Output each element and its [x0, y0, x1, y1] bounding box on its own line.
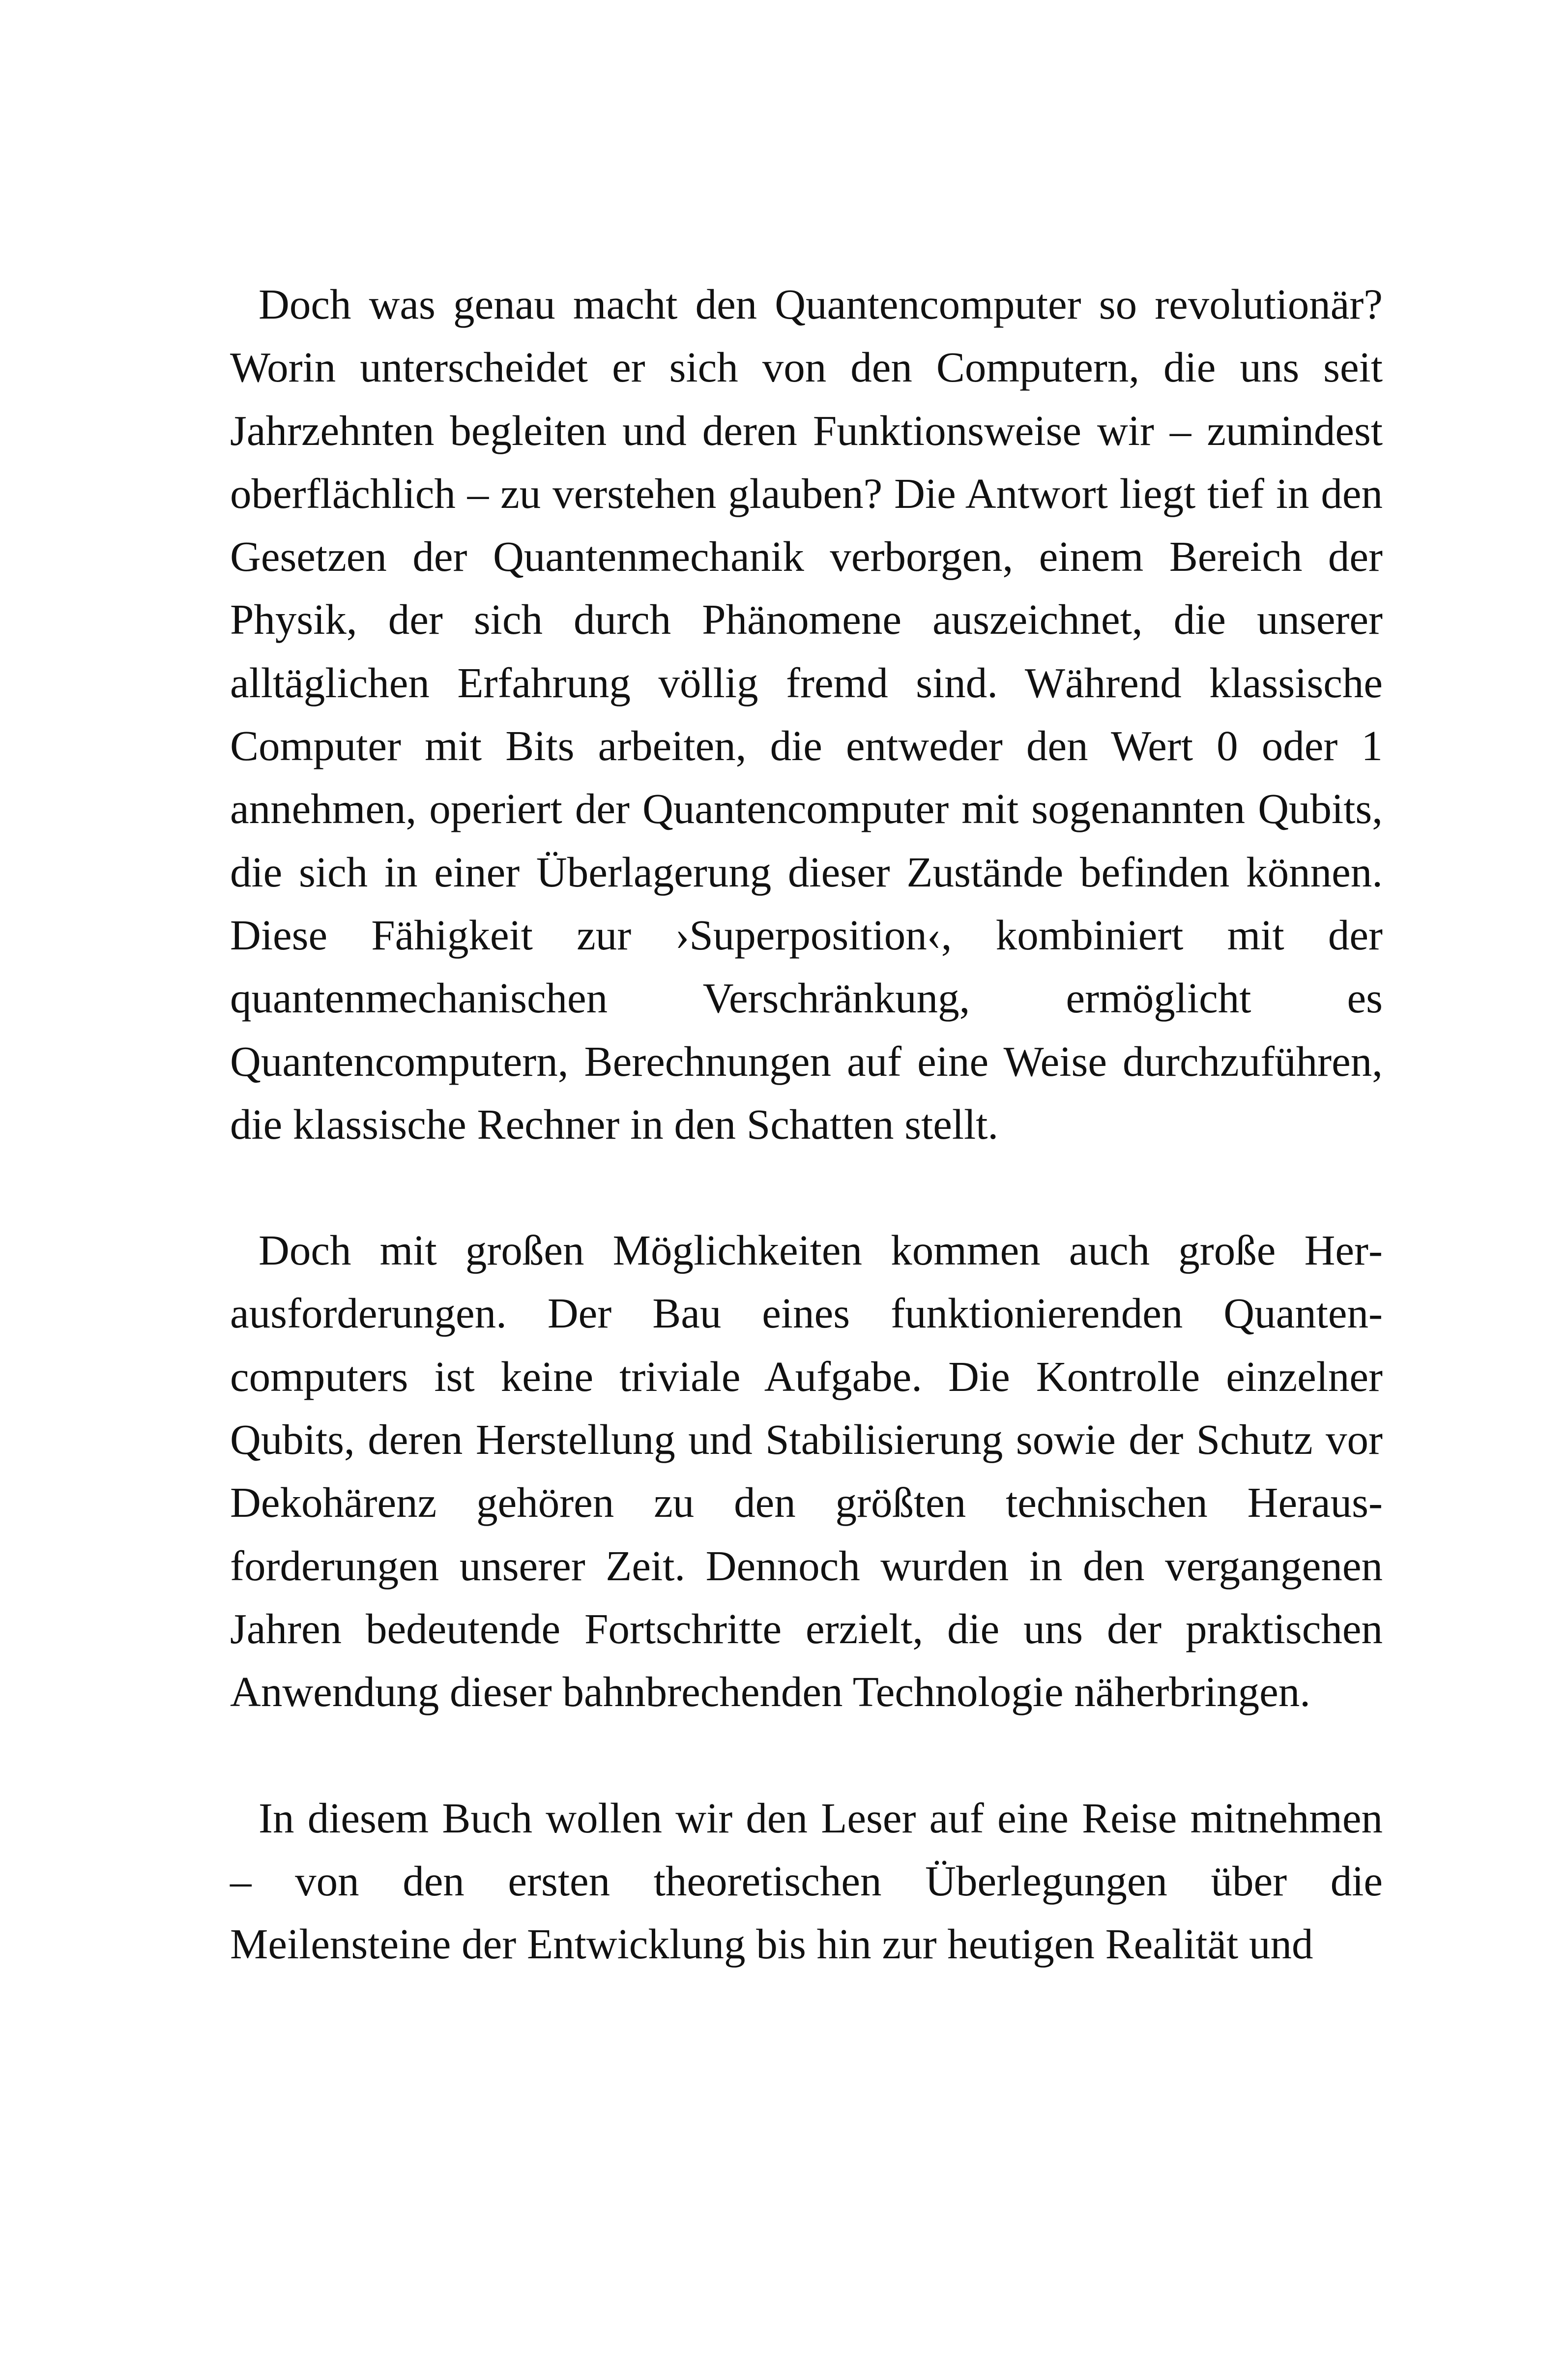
- paragraph-3: In diesem Buch wollen wir den Leser auf eine Reise mitnehmen – von den ersten theoretischen Überlegungen über die Meilensteine der Entwicklung bis hin zur heutigen Realität und: [230, 1794, 1383, 1968]
- body-text: [230, 273, 1383, 1976]
- paragraph-2: Doch mit großen Möglichkeiten kommen auch große Herausforderungen. Der Bau eines funktionierenden Quantencomputers ist keine triviale Aufgabe. Die Kontrolle einzelner Qubits, deren Herstellung und Stabilisierung sowie der Schutz vor Dekohärenz gehören zu den größten technischen Herausforderungen unserer Zeit. Dennoch wurden in den vergangenen Jahren bedeutende Fortschritte erzielt, die uns der praktischen Anwendung dieser bahnbrechenden Technologie näherbringen.: [230, 1226, 1383, 1716]
- paragraph-1: Doch was genau macht den Quantencomputer so revolutionär? Worin unterscheidet er sich von den Computern, die uns seit Jahrzehnten begleiten und deren Funktionsweise wir – zumindest oberflächlich – zu verstehen glauben? Die Antwort liegt tief in den Gesetzen der Quantenmechanik verborgen, einem Bereich der Physik, der sich durch Phänomene auszeichnet, die unserer alltäglichen Erfahrung völlig fremd sind. Während klassische Computer mit Bits arbeiten, die entweder den Wert 0 oder 1 annehmen, operiert der Quantencomputer mit sogenannten Qubits, die sich in einer Überlagerung dieser Zustände befinden können. Diese Fähigkeit zur ›Superposition‹, kombiniert mit der quantenmechanischen Verschränkung, ermöglicht es Quantencomputern, Berechnungen auf eine Weise durchzuführen, die klassische Rechner in den Schatten stellt.: [230, 280, 1383, 1148]
